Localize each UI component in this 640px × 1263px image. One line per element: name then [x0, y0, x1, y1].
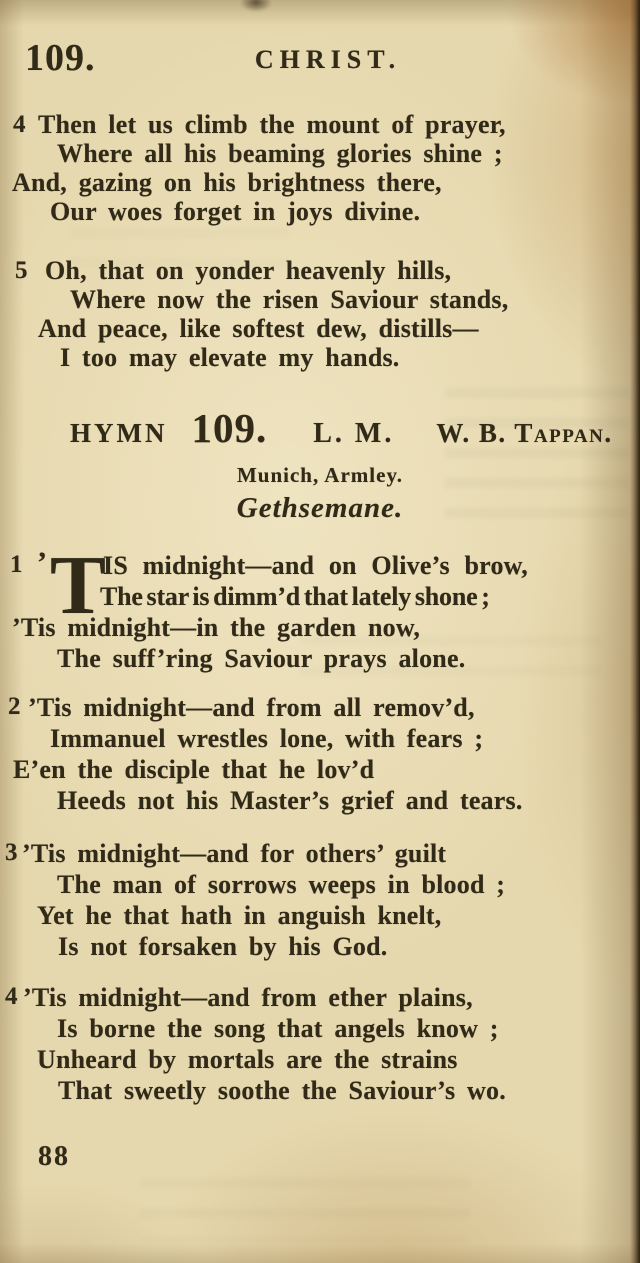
hymn-author: W. B. Tappan.	[436, 418, 613, 448]
previous-hymn-verse-4	[0, 110, 640, 226]
verse-line: ’Tis midnight—and from all remov’d,	[28, 693, 475, 722]
verse-line: ’Tis midnight—and for others’ guilt	[22, 839, 447, 868]
verse-line: E’en the disciple that he lov’d	[13, 755, 375, 784]
verse-line: IS midnight—and on Olive’s brow,	[103, 551, 528, 580]
page-number: 88	[38, 1141, 70, 1172]
verse-line: Heeds not his Master’s grief and tears.	[57, 786, 523, 815]
show-through-ghost-text	[140, 1178, 470, 1242]
verse-line: Unheard by mortals are the strains	[37, 1045, 458, 1074]
verse-line: The man of sorrows weeps in blood ;	[57, 870, 506, 899]
drop-cap-apostrophe: ’	[37, 546, 47, 579]
verse-line: Is borne the song that angels know ;	[57, 1014, 499, 1043]
previous-hymn-verse-5	[0, 256, 640, 372]
verse-number: 1	[10, 551, 23, 578]
hymn-verse-4	[0, 982, 640, 1106]
verse-line: Is not forsaken by his God.	[58, 932, 388, 961]
verse-line: Our woes forget in joys divine.	[50, 197, 421, 226]
verse-line: And peace, like softest dew, distills—	[38, 314, 479, 343]
verse-line: I too may elevate my hands.	[60, 343, 400, 372]
section-title: CHRIST.	[254, 45, 402, 74]
drop-cap: T	[50, 539, 107, 632]
verse-number: 3	[5, 839, 18, 866]
verse-line: And, gazing on his brightness there,	[12, 168, 442, 197]
verse-line: The suff’ring Saviour prays alone.	[57, 644, 466, 673]
verse-number: 4	[13, 111, 26, 138]
hymn-verse-2	[0, 692, 640, 816]
verse-line: Immanuel wrestles lone, with fears ;	[50, 724, 484, 753]
ink-smudge	[240, 0, 272, 12]
verse-line: Yet he that hath in anguish knelt,	[37, 901, 442, 930]
verse-line: Where all his beaming glories shine ;	[57, 139, 503, 168]
verse-line: Where now the risen Saviour stands,	[70, 285, 509, 314]
hymn-verse-1	[0, 539, 640, 674]
verse-number: 2	[8, 693, 21, 720]
verse-line: The star is dimm’d that lately shone ;	[100, 582, 490, 611]
header-hymn-number: 109.	[25, 37, 96, 79]
verse-number: 4	[5, 983, 18, 1010]
hymn-number: 109.	[191, 405, 268, 451]
page-edge-shadow	[630, 0, 640, 1263]
hymn-heading	[0, 404, 640, 452]
verse-line: That sweetly soothe the Saviour’s wo.	[58, 1076, 506, 1105]
verse-line: ’Tis midnight—in the garden now,	[12, 613, 421, 642]
hymn-verse-3	[0, 838, 640, 962]
hymn-label: HYMN	[70, 418, 168, 448]
hymn-meter: L. M.	[313, 418, 395, 449]
tune-names: Munich, Armley.	[236, 463, 404, 487]
running-header	[0, 36, 640, 82]
hymn-title: Gethsemane.	[236, 492, 404, 524]
verse-line: Then let us climb the mount of prayer,	[38, 110, 506, 139]
verse-line: Oh, that on yonder heavenly hills,	[45, 256, 452, 285]
verse-line: ’Tis midnight—and from ether plains,	[23, 983, 473, 1012]
verse-number: 5	[15, 257, 28, 284]
